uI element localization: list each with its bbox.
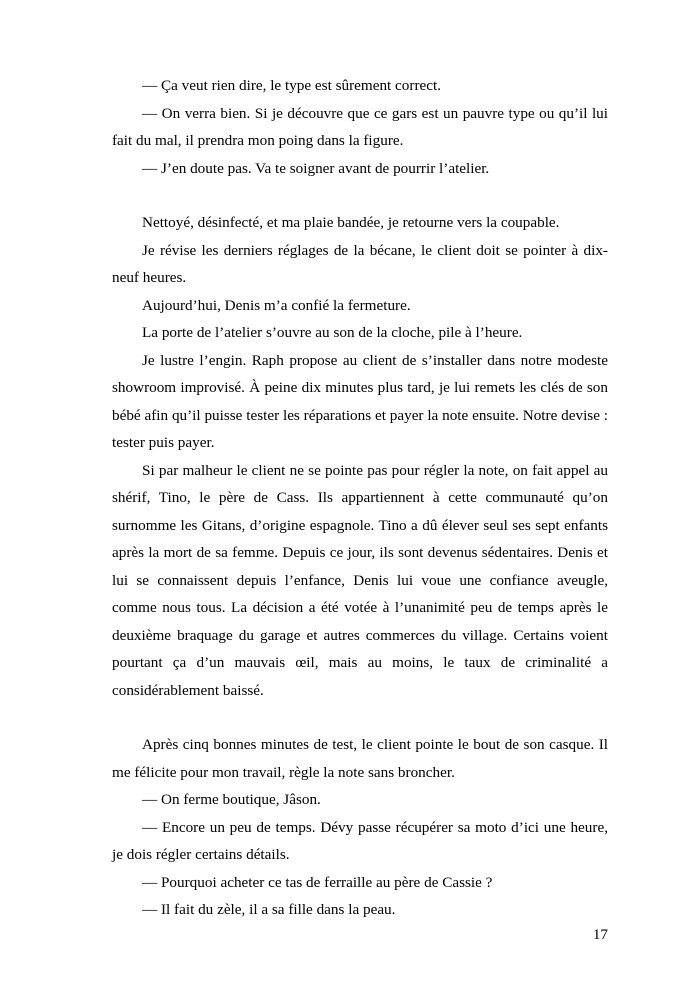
paragraph: Si par malheur le client ne se pointe pas pour régler la note, on fait appel au shérif, Tino, le père de Cass. Ils appartiennent à cette communauté qu’on surnomme les Gitans, d’origine espagnole. Tino a dû élever seul ses sept enfants après la mort de sa femme. Depuis ce jour, ils sont devenus sédentaires. Denis et lui se connaissent depuis l’enfance, Denis lui voue une confiance aveugle, comme nous tous. La décision a été votée à l’unanimité peu de temps après le deuxième braquage du garage et autres commerces du village. Certains voient pourtant ça d’un mauvais œil, mais au moins, le taux de criminalité a considérablement baissé.: [112, 461, 608, 699]
paragraph: Je lustre l’engin. Raph propose au client de s’installer dans notre modeste showroom improvisé. À peine dix minutes plus tard, je lui remets les clés de son bébé afin qu’il puisse tester les réparations et payer la note ensuite. Notre devise : tester puis payer.: [112, 351, 608, 451]
paragraph: Je révise les derniers réglages de la bécane, le client doit se pointer à dix-neuf heures.: [112, 241, 608, 286]
paragraph: La porte de l’atelier s’ouvre au son de la cloche, pile à l’heure.: [142, 324, 523, 341]
paragraph: — Il fait du zèle, il a sa fille dans la peau.: [142, 901, 396, 918]
page-number: 17: [592, 926, 608, 943]
paragraph-break: [112, 182, 608, 209]
paragraph-break: [112, 704, 608, 731]
page-text-body: [112, 72, 608, 924]
paragraph: — On ferme boutique, Jâson.: [142, 791, 321, 808]
paragraph: Nettoyé, désinfecté, et ma plaie bandée, je retourne vers la coupable.: [142, 214, 560, 231]
paragraph: — On verra bien. Si je découvre que ce gars est un pauvre type ou qu’il lui fait du mal, il prendra mon poing dans la figure.: [112, 104, 608, 149]
paragraph: — Ça veut rien dire, le type est sûrement correct.: [142, 77, 441, 94]
text-block-3: [112, 731, 608, 924]
paragraph: — Pourquoi acheter ce tas de ferraille au père de Cassie ?: [142, 873, 493, 891]
paragraph: — J’en doute pas. Va te soigner avant de pourrir l’atelier.: [142, 159, 490, 177]
paragraph: — Encore un peu de temps. Dévy passe récupérer sa moto d’ici une heure, je dois régler certains détails.: [112, 818, 608, 863]
text-block-2: [112, 209, 608, 704]
paragraph: Après cinq bonnes minutes de test, le client pointe le bout de son casque. Il me félicite pour mon travail, règle la note sans broncher.: [112, 736, 608, 781]
text-block-1: [112, 72, 608, 182]
paragraph: Aujourd’hui, Denis m’a confié la fermeture.: [142, 296, 411, 314]
